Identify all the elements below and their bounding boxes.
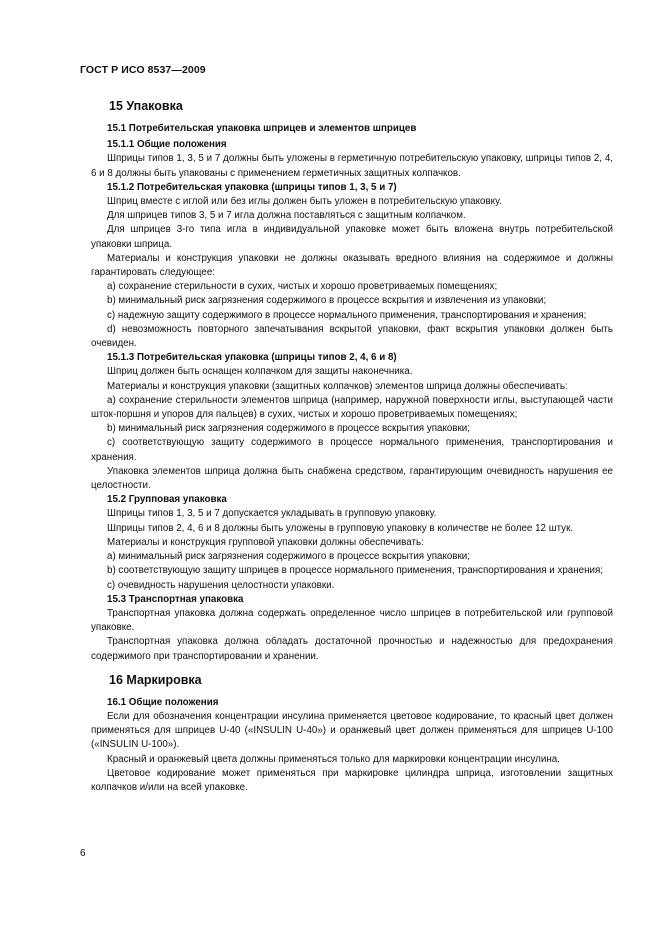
paragraph: Упаковка элементов шприца должна быть снабжена средством, гарантирующим очевидность нарушения ее целостности. — [91, 465, 613, 492]
list-item: c) очевидность нарушения целостности упаковки. — [107, 579, 335, 591]
section-15-3-title: 15.3 Транспортная упаковка — [107, 593, 244, 605]
paragraph: Цветовое кодирование может применяться при маркировке цилиндра шприца, изготовлении защитных колпачков и/или на всей упаковке. — [91, 767, 613, 793]
paragraph: Для шприцев типов 3, 5 и 7 игла должна поставляться с защитным колпачком. — [107, 210, 466, 222]
page-number: 6 — [80, 848, 86, 859]
section-15-1-3-title: 15.1.3 Потребительская упаковка (шприцы типов 2, 4, 6 и 8) — [107, 352, 397, 364]
section-16-title: 16 Маркировка — [109, 672, 202, 687]
list-item: a) сохранение стерильности элементов шприца (например, наружной поверхности иглы, выступающей части шток-поршня и упоров для пальцев) в сухих, чистых и хорошо проветриваемых помещениях; — [91, 394, 613, 421]
paragraph: Для шприцев 3-го типа игла в индивидуальной упаковке может быть вложена внутрь потребительской упаковки шприца. — [91, 224, 613, 250]
section-15-1-title: 15.1 Потребительская упаковка шприцев и элементов шприцев — [107, 123, 417, 134]
paragraph: Если для обозначения концентрации инсулина применяется цветовое кодирование, то красный цвет должен применяться для шприцев U-40 («INSULIN U-40») и оранжевый цвет должен применяться для шприцев U-100 («INSULIN U-100»). — [91, 710, 614, 751]
list-item: b) минимальный риск загрязнения содержимого в процессе вскрытия и извлечения из упаковки; — [107, 295, 547, 307]
section-15-title: 15 Упаковка — [109, 99, 183, 113]
paragraph: Шприцы типов 1, 3, 5 и 7 должны быть уложены в герметичную потребительскую упаковку, шприцы типов 2, 4, 6 и 8 должны быть упакованы с применением герметичных защитных колпачков. — [91, 153, 613, 179]
list-item: d) невозможность повторного запечатывания вскрытой упаковки, факт вскрытия упаковки должен быть очевиден. — [91, 323, 613, 350]
paragraph: Шприцы типов 2, 4, 6 и 8 должны быть уложены в групповую упаковку в количестве не более 12 штук. — [107, 522, 574, 534]
document-body — [91, 98, 613, 795]
list-item: a) сохранение стерильности в сухих, чистых и хорошо проветриваемых помещениях; — [107, 281, 498, 293]
list-item: a) минимальный риск загрязнения содержимого в процессе вскрытия упаковки; — [107, 551, 470, 563]
list-item: b) соответствующую защиту шприцев в процессе нормального применения, транспортирования и хранения; — [107, 565, 604, 577]
paragraph: Красный и оранжевый цвета должны применяться только для маркировки концентрации инсулина. — [107, 753, 560, 765]
section-15-2-title: 15.2 Групповая упаковка — [107, 494, 227, 506]
paragraph: Шприц должен быть оснащен колпачком для защиты наконечника. — [107, 366, 413, 378]
list-item: c) надежную защиту содержимого в процессе нормального применения, транспортирования и хранения; — [107, 309, 587, 321]
section-16-1-title: 16.1 Общие положения — [107, 696, 219, 708]
list-item: b) минимальный риск загрязнения содержимого в процессе вскрытия упаковки; — [107, 423, 470, 435]
paragraph: Транспортная упаковка должна обладать достаточной прочностью и надежностью для предохранения содержимого при транспортировании и хранении. — [91, 636, 613, 662]
section-15-1-2-title: 15.1.2 Потребительская упаковка (шприцы типов 1, 3, 5 и 7) — [107, 181, 397, 193]
paragraph: Транспортная упаковка должна содержать определенное число шприцев в потребительской или групповой упаковке. — [91, 607, 613, 634]
document-header: ГОСТ Р ИСО 8537—2009 — [80, 64, 206, 76]
paragraph: Материалы и конструкция групповой упаковки должны обеспечивать: — [107, 536, 424, 548]
paragraph: Материалы и конструкция упаковки не должны оказывать вредного влияния на содержимое и должны гарантировать следующее: — [91, 252, 613, 279]
paragraph: Шприцы типов 1, 3, 5 и 7 допускается укладывать в групповую упаковку. — [107, 508, 437, 520]
section-15-1-1-title: 15.1.1 Общие положения — [107, 139, 227, 151]
paragraph: Материалы и конструкция упаковки (защитных колпачков) элементов шприца должны обеспечивать: — [107, 380, 568, 392]
paragraph: Шприц вместе с иглой или без иглы должен быть уложен в потребительскую упаковку. — [107, 196, 502, 208]
list-item: c) соответствующую защиту содержимого в процессе нормального применения, транспортирования и хранения. — [91, 437, 613, 463]
